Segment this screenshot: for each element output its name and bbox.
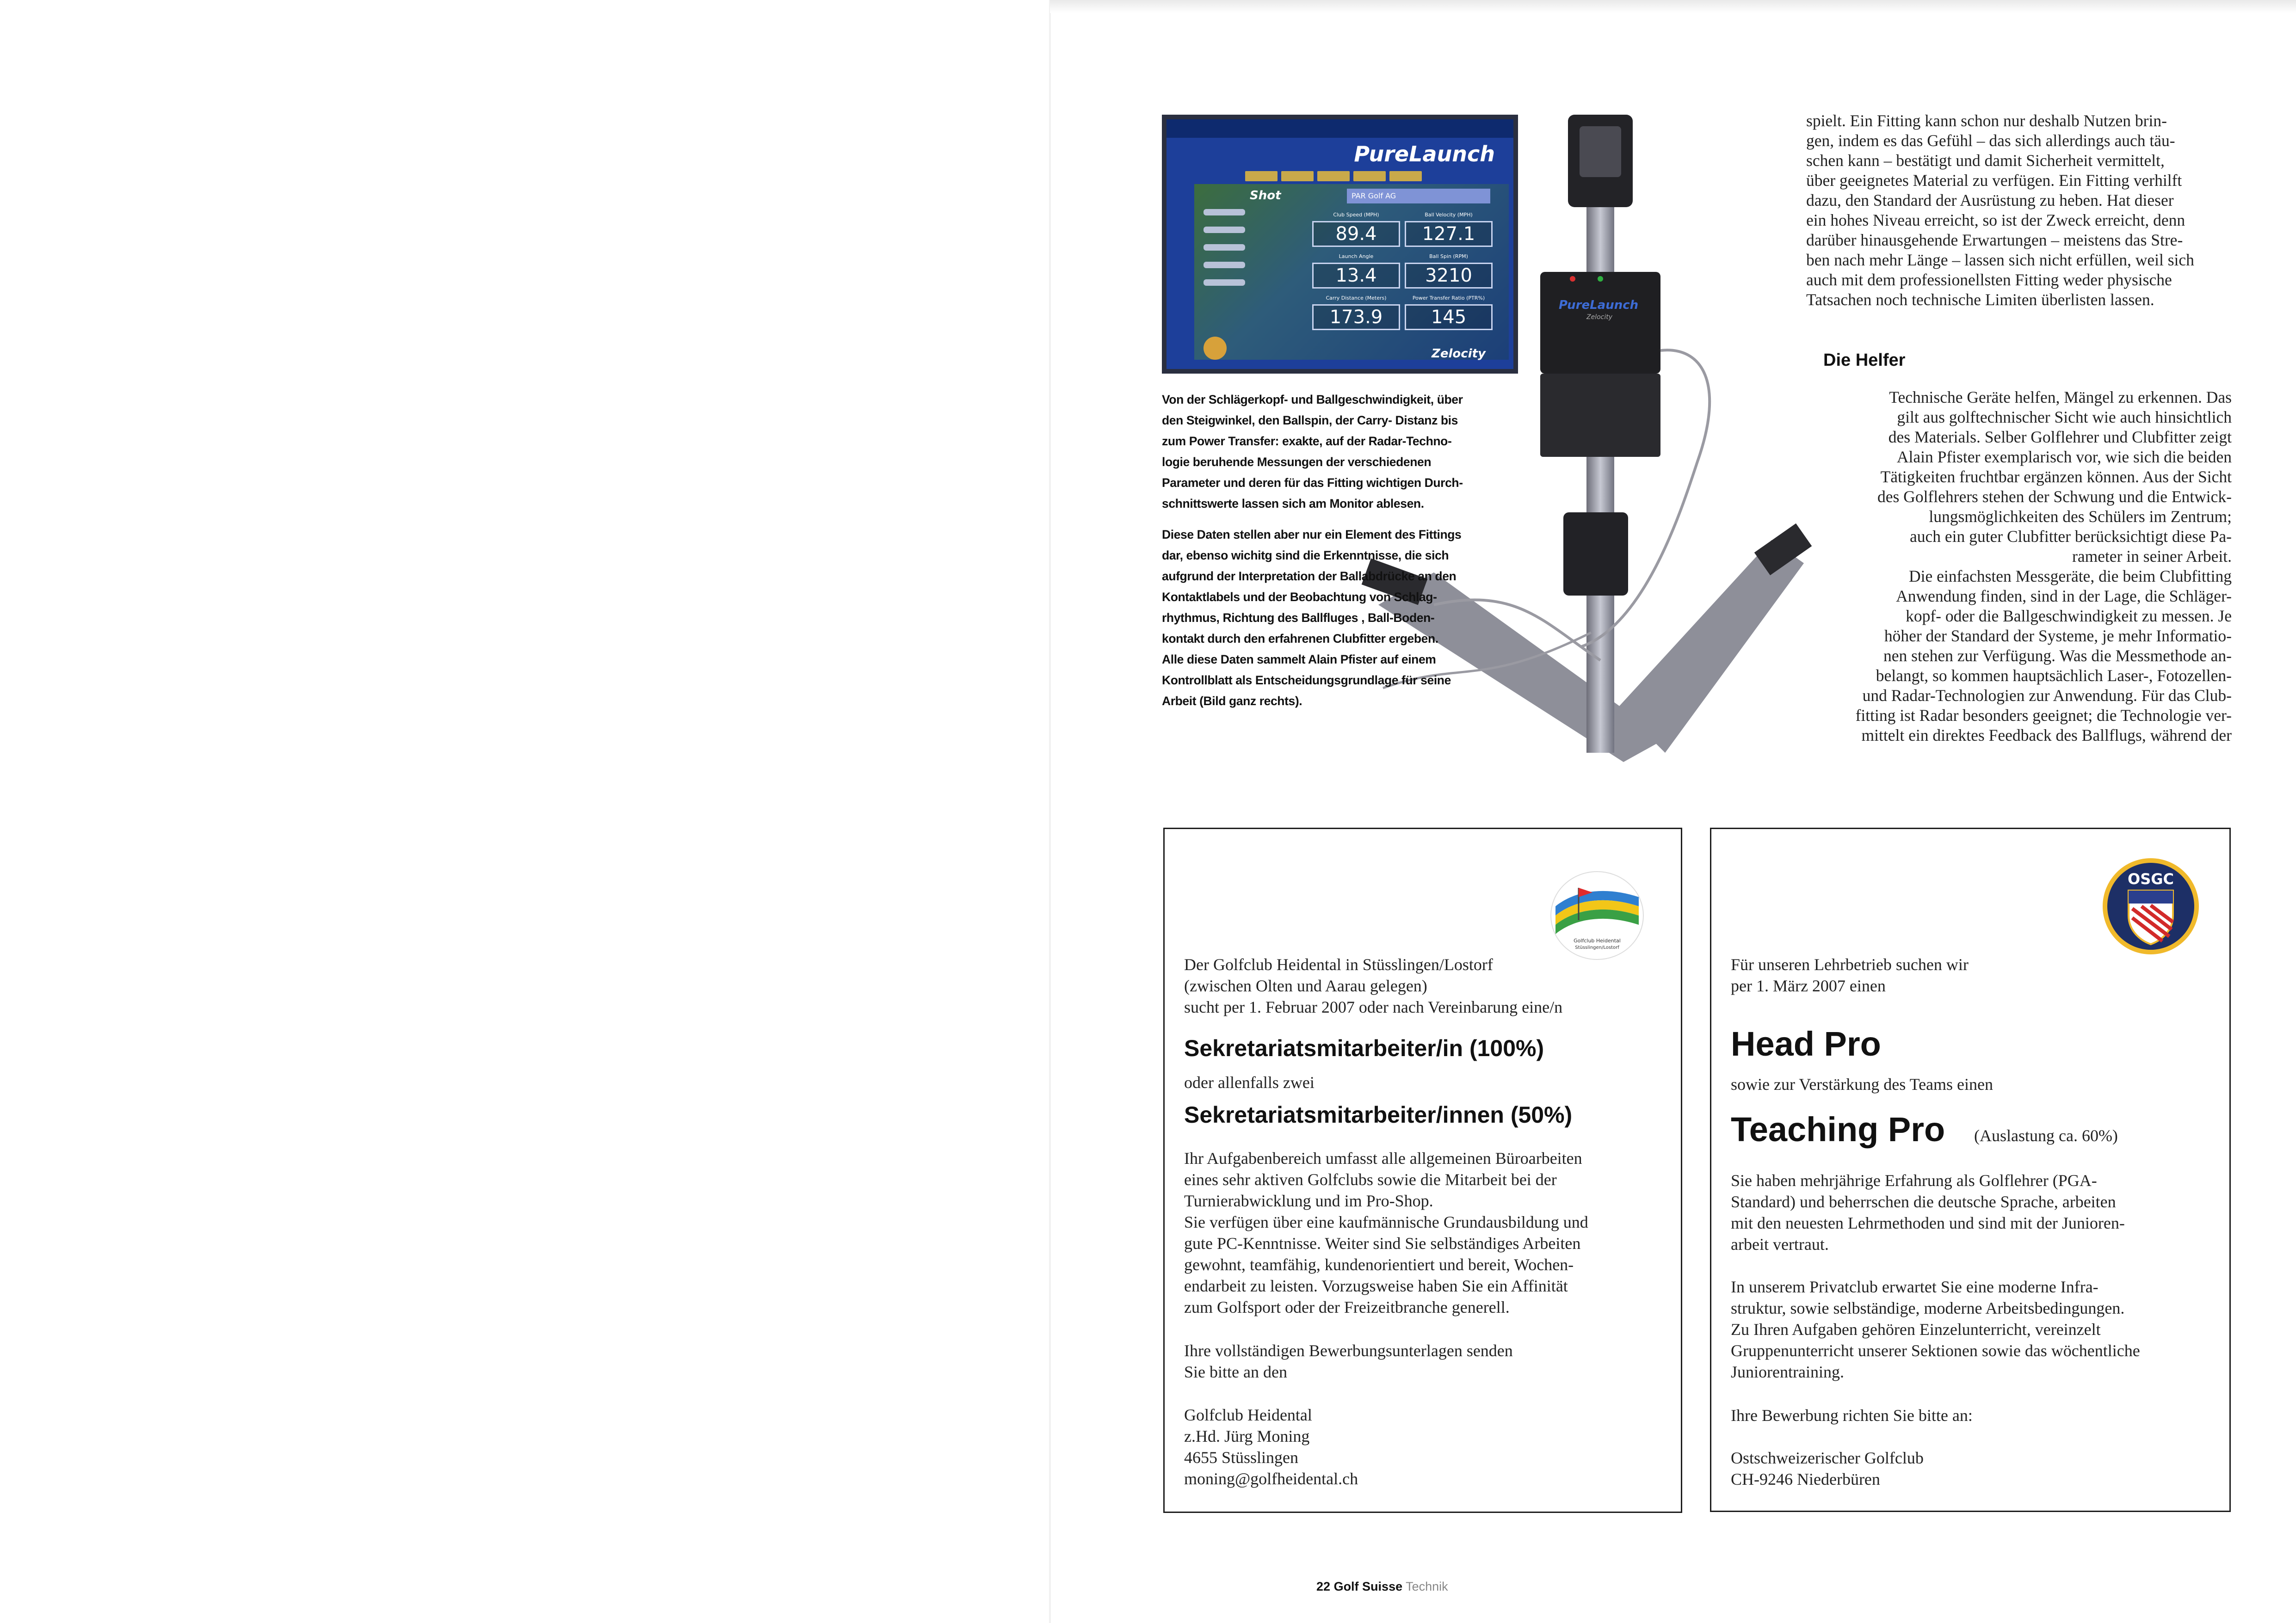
ad-line: eines sehr aktiven Golfclubs sowie die Mitarbeit bei der: [1184, 1170, 1557, 1189]
caption-line: Parameter und deren für das Fitting wichtigen Durch-: [1162, 476, 1463, 490]
article-line: belangt, so kommen hauptsächlich Laser-, Fotozellen-: [1876, 666, 2232, 685]
logo-text-line: Stüsslingen/Lostorf: [1575, 945, 1619, 950]
metric-value: 173.9: [1312, 304, 1400, 330]
logo-text-line: Golfclub Heidental: [1574, 938, 1621, 944]
article-line: höher der Standard der Systeme, je mehr Informatio-: [1884, 627, 2232, 645]
ad-left-position-1: Sekretariatsmitarbeiter/in (100%): [1184, 1035, 1544, 1061]
metric-value: 3210: [1405, 263, 1493, 289]
ad-line: Sie haben mehrjährige Erfahrung als Golflehrer (PGA-: [1731, 1171, 2097, 1190]
article-line: Anwendung finden, sind in der Lage, die Schläger-: [1896, 587, 2232, 605]
page-fold: [1049, 0, 1051, 1623]
ad-line: arbeit vertraut.: [1731, 1235, 1829, 1254]
article-line: auch mit dem professionellsten Fitting weder physische: [1806, 270, 2172, 289]
ad-line: CH-9246 Niederbüren: [1731, 1470, 1880, 1488]
article-line: des Golflehrers stehen der Schwung und die Entwick-: [1877, 487, 2232, 506]
ad-line: Sie verfügen über eine kaufmännische Grundausbildung und: [1184, 1213, 1588, 1231]
metric-label: Club Speed (MPH): [1333, 212, 1379, 218]
ad-left-body: [1184, 1148, 1588, 1318]
caption-line: schnittswerte lassen sich am Monitor ablesen.: [1162, 497, 1424, 510]
article-line: ben nach mehr Länge – lassen sich nicht erfüllen, weil sich: [1806, 251, 2194, 269]
ad-line: Sie bitte an den: [1184, 1363, 1287, 1381]
golfclub-heidental-logo: [1546, 869, 1648, 962]
ad-line: z.Hd. Jürg Moning: [1184, 1427, 1310, 1445]
metric-value: 13.4: [1312, 263, 1400, 289]
caption-line: den Steigwinkel, den Ballspin, der Carry- Distanz bis: [1162, 413, 1458, 427]
caption-line: kontakt durch den erfahrenen Clubfitter ergeben.: [1162, 632, 1438, 646]
monitor-club-field: PAR Golf AG: [1347, 189, 1490, 203]
ad-line: mit den neuesten Lehrmethoden und sind mit der Junioren-: [1731, 1214, 2125, 1232]
caption-line: logie beruhende Messungen der verschiedenen: [1162, 455, 1432, 469]
monitor-tab: [1245, 171, 1278, 181]
caption-line: dar, ebenso wichitg sind die Erkenntnisse, die sich: [1162, 548, 1449, 562]
metric-label: Ball Velocity (MPH): [1425, 212, 1473, 218]
metric-value: 127.1: [1405, 221, 1493, 247]
metric-value: 89.4: [1312, 221, 1400, 247]
article-line: Alain Pfister exemplarisch vor, wie sich die beiden: [1896, 448, 2232, 466]
caption-paragraph: [1162, 389, 1495, 514]
ad-line: sowie zur Verstärkung des Teams einen: [1731, 1075, 1993, 1094]
ad-line: oder allenfalls zwei: [1184, 1073, 1315, 1092]
monitor-side-button: [1204, 209, 1245, 215]
monitor-side-button: [1204, 262, 1245, 268]
ad-line: Ihre Bewerbung richten Sie bitte an:: [1731, 1406, 1973, 1425]
ad-right-position-2: Teaching Pro: [1731, 1110, 1945, 1149]
device-top-sensor-face: [1580, 126, 1621, 177]
logo-shield-top: [2129, 891, 2173, 904]
ad-right-body-1: [1731, 1170, 2125, 1255]
ad-left-address: [1184, 1404, 1358, 1489]
section-heading: Die Helfer: [1823, 350, 1906, 370]
ad-line: Der Golfclub Heidental in Stüsslingen/Lostorf: [1184, 955, 1493, 974]
caption-line: Diese Daten stellen aber nur ein Element des Fittings: [1162, 528, 1462, 541]
ad-line: Golfclub Heidental: [1184, 1406, 1312, 1424]
metric-label: Ball Spin (RPM): [1429, 253, 1468, 259]
ad-right-address: [1731, 1447, 1924, 1490]
device-sub-label: Zelocity: [1586, 314, 1613, 321]
article-line: ein hohes Niveau erreicht, so ist der Zweck erreicht, denn: [1806, 211, 2185, 229]
ad-line: Zu Ihren Aufgaben gehören Einzelunterricht, vereinzelt: [1731, 1320, 2101, 1339]
article-line: darüber hinausgehende Erwartungen – meistens das Stre-: [1806, 231, 2183, 249]
device-led-green: [1598, 276, 1603, 282]
monitor-ball-icon: [1204, 337, 1227, 360]
email-address[interactable]: moning@golfheidental.ch: [1184, 1469, 1358, 1488]
monitor-side-button: [1204, 244, 1245, 251]
device-lower-unit: [1540, 374, 1660, 457]
zelocity-logo: Zelocity: [1432, 347, 1486, 361]
caption-line: Arbeit (Bild ganz rechts).: [1162, 694, 1302, 708]
ad-line: per 1. März 2007 einen: [1731, 977, 1886, 995]
article-line: Die einfachsten Messgeräte, die beim Clubfitting: [1909, 567, 2232, 585]
purelaunch-logo: PureLaunch: [1354, 141, 1495, 166]
article-line: Technische Geräte helfen, Mängel zu erkennen. Das: [1889, 388, 2232, 406]
page-number: 22: [1316, 1580, 1331, 1593]
monitor-side-controls: [1194, 198, 1245, 286]
ad-right-intro: [1731, 954, 1969, 996]
metric-label: Power Transfer Ratio (PTR%): [1412, 295, 1485, 301]
ad-line: Gruppenunterricht unserer Sektionen sowie das wöchentliche: [1731, 1341, 2140, 1360]
ad-line: Für unseren Lehrbetrieb suchen wir: [1731, 955, 1969, 974]
article-line: rameter in seiner Arbeit.: [2072, 547, 2232, 566]
metric-value: 145: [1405, 304, 1493, 330]
ad-left-position-2: Sekretariatsmitarbeiter/innen (50%): [1184, 1102, 1573, 1128]
page-edge-shadow: [1050, 0, 2296, 13]
article-line: und Radar-Technologien zur Anwendung. Für das Club-: [1862, 686, 2232, 705]
ad-right-body-2: [1731, 1276, 2140, 1383]
osgc-logo: [2100, 855, 2202, 957]
article-line: lungsmöglichkeiten des Schülers im Zentrum;: [1929, 507, 2232, 526]
ad-line: Juniorentraining.: [1731, 1363, 1844, 1381]
ad-line: gute PC-Kenntnisse. Weiter sind Sie selbständiges Arbeiten: [1184, 1234, 1581, 1253]
device-main-unit: [1540, 272, 1660, 374]
ad-right-mid: [1731, 1074, 1993, 1095]
article-line: fitting ist Radar besonders geeignet; die Technologie ver-: [1855, 706, 2232, 725]
ad-line: In unserem Privatclub erwartet Sie eine moderne Infra-: [1731, 1278, 2098, 1296]
monitor-side-button: [1204, 227, 1245, 233]
article-line: gilt aus golftechnischer Sicht wie auch hinsichtlich: [1897, 408, 2232, 426]
image-caption: [1162, 389, 1495, 722]
ad-line: Ihr Aufgabenbereich umfasst alle allgemeinen Büroarbeiten: [1184, 1149, 1582, 1168]
ad-line: endarbeit zu leisten. Vorzugsweise haben Sie ein Affinität: [1184, 1277, 1568, 1295]
section-name: Technik: [1406, 1580, 1448, 1593]
ad-line: Ostschweizerischer Golfclub: [1731, 1449, 1924, 1467]
caption-line: rhythmus, Richtung des Ballfluges , Ball-Boden-: [1162, 611, 1435, 625]
article-line: Tatsachen noch technische Limiten überlisten lassen.: [1806, 290, 2154, 309]
ad-line: gewohnt, teamfähig, kundenorientiert und bereit, Wochen-: [1184, 1255, 1574, 1274]
ad-line: sucht per 1. Februar 2007 oder nach Vereinbarung eine/n: [1184, 998, 1563, 1016]
ad-right-position-note: [1974, 1125, 2118, 1146]
caption-line: aufgrund der Interpretation der Ballabdrücke an den: [1162, 569, 1457, 583]
caption-line: Alle diese Daten sammelt Alain Pfister auf einem: [1162, 652, 1436, 666]
ad-left-or-text: [1184, 1072, 1315, 1093]
ad-line: (Auslastung ca. 60%): [1974, 1126, 2118, 1145]
device-brand-label: PureLaunch: [1559, 298, 1639, 312]
caption-paragraph: [1162, 524, 1495, 712]
caption-line: Kontaktlabels und der Beobachtung von Schlag-: [1162, 590, 1437, 604]
article-line: kopf- oder die Ballgeschwindigkeit zu messen. Je: [1906, 607, 2232, 625]
monitor-tab: [1281, 171, 1314, 181]
article-line: mittelt ein direktes Feedback des Ballflugs, während der: [1861, 726, 2232, 744]
ad-line: struktur, sowie selbständige, moderne Arbeitsbedingungen.: [1731, 1299, 2125, 1317]
page-footer: [1316, 1580, 1448, 1594]
article-column-helfer: [1711, 387, 2232, 745]
ad-line: 4655 Stüsslingen: [1184, 1448, 1299, 1467]
ad-left-send: [1184, 1340, 1513, 1383]
ad-line: Turnierabwicklung und im Pro-Shop.: [1184, 1192, 1433, 1210]
ad-line: Ihre vollständigen Bewerbungsunterlagen senden: [1184, 1341, 1513, 1360]
article-line: auch ein guter Clubfitter berücksichtigt diese Pa-: [1910, 527, 2232, 546]
article-line: des Materials. Selber Golflehrer und Clubfitter zeigt: [1888, 428, 2232, 446]
article-line: nen stehen zur Verfügung. Was die Messmethode an-: [1883, 646, 2232, 665]
monitor-side-button: [1204, 279, 1245, 286]
monitor-shot-label: Shot: [1250, 189, 1281, 203]
article-line: spielt. Ein Fitting kann schon nur deshalb Nutzen brin-: [1806, 111, 2167, 130]
article-line: Tätigkeiten fruchtbar ergänzen können. Aus der Sicht: [1880, 467, 2232, 486]
article-line: dazu, den Standard der Ausrüstung zu heben. Hat dieser: [1806, 191, 2174, 209]
caption-line: zum Power Transfer: exakte, auf der Radar-Techno-: [1162, 434, 1452, 448]
ad-line: zum Golfsport oder der Freizeitbranche generell.: [1184, 1298, 1510, 1316]
device-led-red: [1570, 276, 1575, 282]
caption-line: Von der Schlägerkopf- und Ballgeschwindigkeit, über: [1162, 393, 1463, 406]
ad-left-intro: [1184, 954, 1562, 1018]
metric-label: Launch Angle: [1339, 253, 1374, 259]
ad-right-send: [1731, 1405, 1973, 1426]
article-line: über geeignetes Material zu verfügen. Ein Fitting verhilft: [1806, 171, 2182, 190]
ad-line: (zwischen Olten und Aarau gelegen): [1184, 977, 1427, 995]
ad-line: Standard) und beherrschen die deutsche Sprache, arbeiten: [1731, 1193, 2116, 1211]
article-column-top: [1806, 111, 2232, 310]
logo-text: OSGC: [2128, 870, 2174, 888]
magazine-name: Golf Suisse: [1333, 1580, 1403, 1593]
article-line: gen, indem es das Gefühl – das sich allerdings auch täu-: [1806, 131, 2175, 150]
device-mid-sensor: [1563, 512, 1628, 596]
article-line: schen kann – bestätigt und damit Sicherheit vermittelt,: [1806, 151, 2165, 170]
metric-label: Carry Distance (Meters): [1326, 295, 1387, 301]
ad-right-position-1: Head Pro: [1731, 1025, 1881, 1063]
caption-line: Kontrollblatt als Entscheidungsgrundlage für seine: [1162, 673, 1451, 687]
